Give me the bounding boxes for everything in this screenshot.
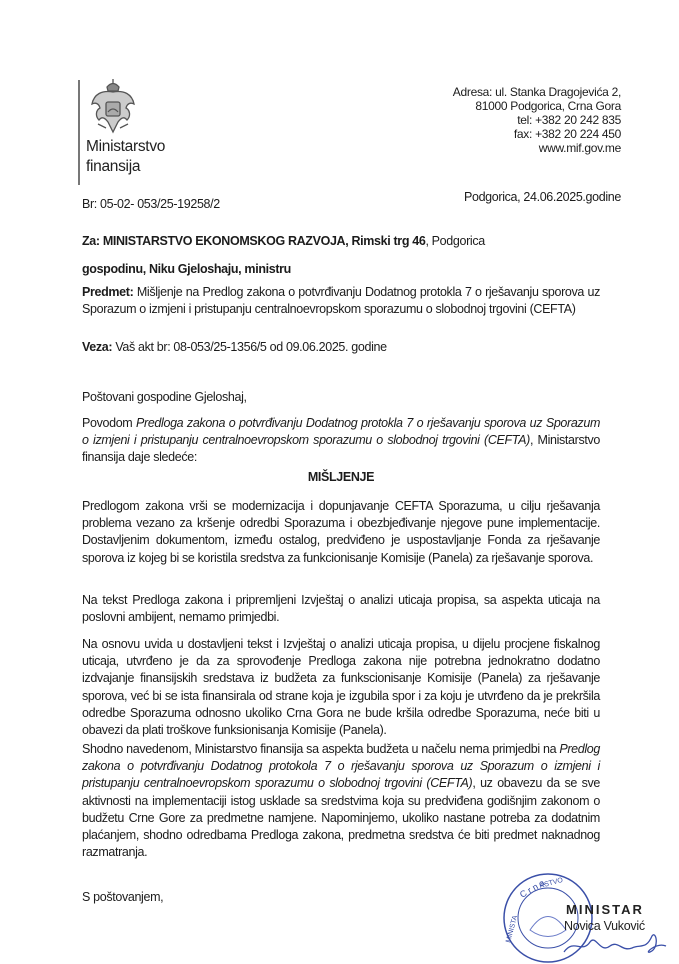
intro-suffix: , Ministarstvo finansija daje sledeće: xyxy=(82,433,600,465)
ministry-name xyxy=(86,137,165,177)
opinion-heading: MIŠLJENJE xyxy=(307,470,375,484)
address-street: Adresa: ul. Stanka Dragojevića 2, xyxy=(452,85,621,99)
signatory-title: MINISTAR xyxy=(566,902,644,917)
veza-text: Vaš akt br: 08-053/25-1356/5 od 09.06.2025. godine xyxy=(112,340,387,354)
reference-link xyxy=(82,339,387,356)
recipient-name: Za: MINISTARSTVO EKONOMSKOG RAZVOJA, Rimski trg 46 xyxy=(82,234,426,248)
addressee: gospodinu, Niku Gjeloshaju, ministru xyxy=(82,262,291,276)
address-fax: fax: +382 20 224 450 xyxy=(513,127,621,141)
paragraph-2: Na tekst Predloga zakona i pripremljeni Izvještaj o analizi uticaja propisa, sa aspekta uticaja na poslovni ambijent, nemamo primjedbi. xyxy=(82,593,600,625)
ministry-name-line1: Ministarstvo xyxy=(86,138,166,155)
svg-text:C r n a: C r n a xyxy=(518,877,547,900)
intro-paragraph xyxy=(82,415,600,467)
p4-suffix: , uz obavezu da se sve aktivnosti na implementaciji istog usklade sa sredstvima koja su predviđena godišnjim zakonom o budžetu Crne Gore za predmetne namjene. Napominjemo, ukoliko nastane potreba za dodatnim plaćanjem, shodno odredbama Predloga zakona, predmetna sredstva će biti predmet naknadnog razmatranja. xyxy=(82,776,600,860)
place-date: Podgorica, 24.06.2025.godine xyxy=(463,190,621,204)
subject xyxy=(82,284,600,318)
subject-label: Predmet: xyxy=(82,285,134,299)
salutation: Poštovani gospodine Gjeloshaj, xyxy=(82,390,247,404)
p4-law-title: Predlog zakona o potvrđivanju Dodatnog protokola 7 o rješavanju sporova uz Sporazum o izmjeni i pristupanju centralnoevropskom sporazumu o slobodnoj trgovini (CEFTA) xyxy=(82,742,600,791)
p4-prefix: Shodno navedenom, Ministarstvo finansija sa aspekta budžeta u načelu nema primjedbi na xyxy=(82,742,560,756)
svg-text:RSTVO: RSTVO xyxy=(538,876,564,890)
address-city: 81000 Podgorica, Crna Gora xyxy=(475,99,621,113)
handwritten-signature-icon xyxy=(560,928,670,960)
ministry-name-line2: finansija xyxy=(86,158,141,175)
paragraph-1: Predlogom zakona vrši se modernizacija i dopunjavanje CEFTA Sporazuma, u cilju rješavanja problema vezano za kršenje odredbi Sporazuma i obezbjeđivanje njegove pune implementacije. Dostavljenim dokumentom, između ostalog, predviđeno je uspostavljanje Fonda za rješavanje sporova iz kojeg bi se koristila sredstva za funkcionisanje Komisije (Panela) za rješavanje sporova. xyxy=(82,499,600,565)
coat-of-arms-icon xyxy=(88,78,138,136)
veza-label: Veza: xyxy=(82,340,113,354)
paragraph-3: Na osnovu uvida u dostavljeni tekst i Izvještaj o analizi uticaja propisa, u dijelu procjene fiskalnog uticaja, utvrđeno je da za sprovođenje Predloga zakona nije potrebna jednokratno dodatno izdvajanje finansijskih sredstava iz budžeta za funkscionisanje Komisije (Panela) za rješavanje sporova, već bi se ista finansirala od strane koja je izgubila spor i za koju je utvrđeno da je prekršila odredbe Sporazuma odnosno ukoliko Crna Gora ne bude kršila odredbe Sporazuma, neće biti u obavezi da plati troškove funksionisanja Komisije (Panela). xyxy=(82,637,600,738)
intro-law-title: Predloga zakona o potvrđivanju Dodatnog protokla 7 o rješavanju sporova uz Sporazum o izmjeni i pristupanju centralnoevropskom sporazumu o slobodnoj trgovini (CEFTA) xyxy=(82,416,601,448)
letterhead-divider xyxy=(78,80,80,185)
intro-prefix: Povodom xyxy=(82,416,137,430)
recipient-city: , Podgorica xyxy=(425,234,485,248)
address-website: www.mif.gov.me xyxy=(538,141,621,155)
address-phone: tel: +382 20 242 835 xyxy=(517,113,621,127)
subject-text: Mišljenje na Predlog zakona o potvrđivanju Dodatnog protokla 7 o rješavanju sporova uz Sporazum o izmjeni i pristupanju centralnoevropskom sporazumu o slobodnoj trgovini (CEFTA) xyxy=(82,285,600,317)
closing: S poštovanjem, xyxy=(82,890,164,904)
reference-number: Br: 05-02- 053/25-19258/2 xyxy=(82,197,220,211)
signatory-name: Novica Vuković xyxy=(564,919,645,933)
paragraph-4 xyxy=(82,741,600,861)
svg-text:MINISTA: MINISTA xyxy=(505,914,520,944)
address-block xyxy=(453,85,621,155)
recipient-line xyxy=(82,233,485,250)
